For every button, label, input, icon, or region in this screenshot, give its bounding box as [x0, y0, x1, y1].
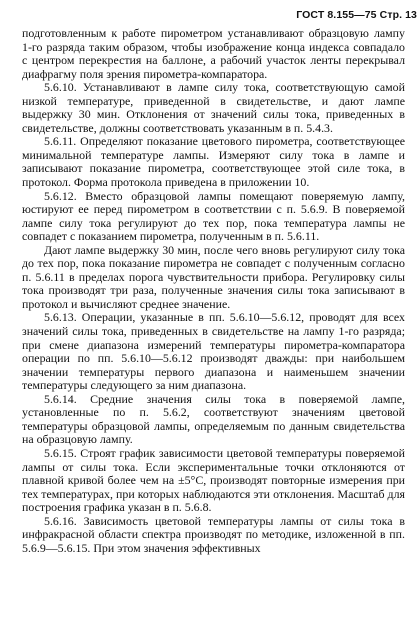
paragraph-5-6-16: 5.6.16. Зависимость цветовой температуры лампы от силы тока в инфракрасной области спектра производят по методике, изложенной в пп. 5.6.9—5.6.15. При этом значения эффективных: [22, 513, 405, 555]
document-body: [22, 27, 405, 555]
paragraph-5-6-15: 5.6.15. Строят график зависимости цветовой температуры поверяемой лампы от силы тока. Если экспериментальные точки отклоняются от плавной кривой более чем на ±5°С, производят повторные измерения при тех температурах, при которых наблюдаются эти отклонения. Масштаб для построения графика указан в п. 5.6.8.: [22, 445, 405, 515]
paragraph-5-6-11: 5.6.11. Определяют показание цветового пирометра, соответствующее минимальной температуре лампы. Измеряют силу тока в лампе и записывают показание пирометра, соответствующее этой силе тока, в протокол. Форма протокола приведена в приложении 10.: [22, 134, 405, 190]
paragraph-exposure: Дают лампе выдержку 30 мин, после чего вновь регулируют силу тока до тех пор, пока показание пирометра не совпадет с полученным согласно п. 5.6.11 в пределах порога чувствительности прибора. Регулировку силы тока производят три раза, полученные значения силы тока записывают в протокол и вычисляют среднее значение.: [22, 242, 405, 311]
page-header: ГОСТ 8.155—75 Стр. 13: [296, 9, 417, 21]
paragraph-5-6-14: 5.6.14. Средние значения силы тока в поверяемой лампе, установленные по п. 5.6.2, соответствуют значениям цветовой температуры образцовой лампы, определяемым по данным свидетельства на образцовую лампу.: [22, 391, 405, 447]
paragraph-5-6-12: 5.6.12. Вместо образцовой лампы помещают поверяемую лампу, юстируют ее перед пирометром в соответствии с п. 5.6.9. В поверяемой лампе силу тока регулируют до тех пор, пока температура лампы не совпадет с показанием пирометра, полученным в п. 5.6.11.: [22, 188, 405, 244]
paragraph-5-6-10: 5.6.10. Устанавливают в лампе силу тока, соответствующую самой низкой температуре, приведенной в свидетельстве, и дают лампе выдержку 30 мин. Отклонения от значений силы тока, приведенных в свидетельстве, должны соответствовать указанным в п. 5.4.3.: [22, 80, 405, 135]
paragraph-continuation: подготовленным к работе пирометром устанавливают образцовую лампу 1-го разряда таким образом, чтобы изображение конца индекса совпадало с центром перекрестия на баллоне, а рабочий участок ленты перекрывал диафрагму поля зрения пирометра-компаратора.: [22, 26, 405, 81]
paragraph-5-6-13: 5.6.13. Операции, указанные в пп. 5.6.10—5.6.12, проводят для всех значений силы тока, приведенных в свидетельстве на лампу 1-го разряда; при смене диапазона измерений температуры пирометра-компаратора операции по пп. 5.6.10—5.6.12 производят дважды: при наибольшем значении температуры первого диапазона и наименьшем значении температуры следующего за ним диапазона.: [22, 310, 405, 393]
